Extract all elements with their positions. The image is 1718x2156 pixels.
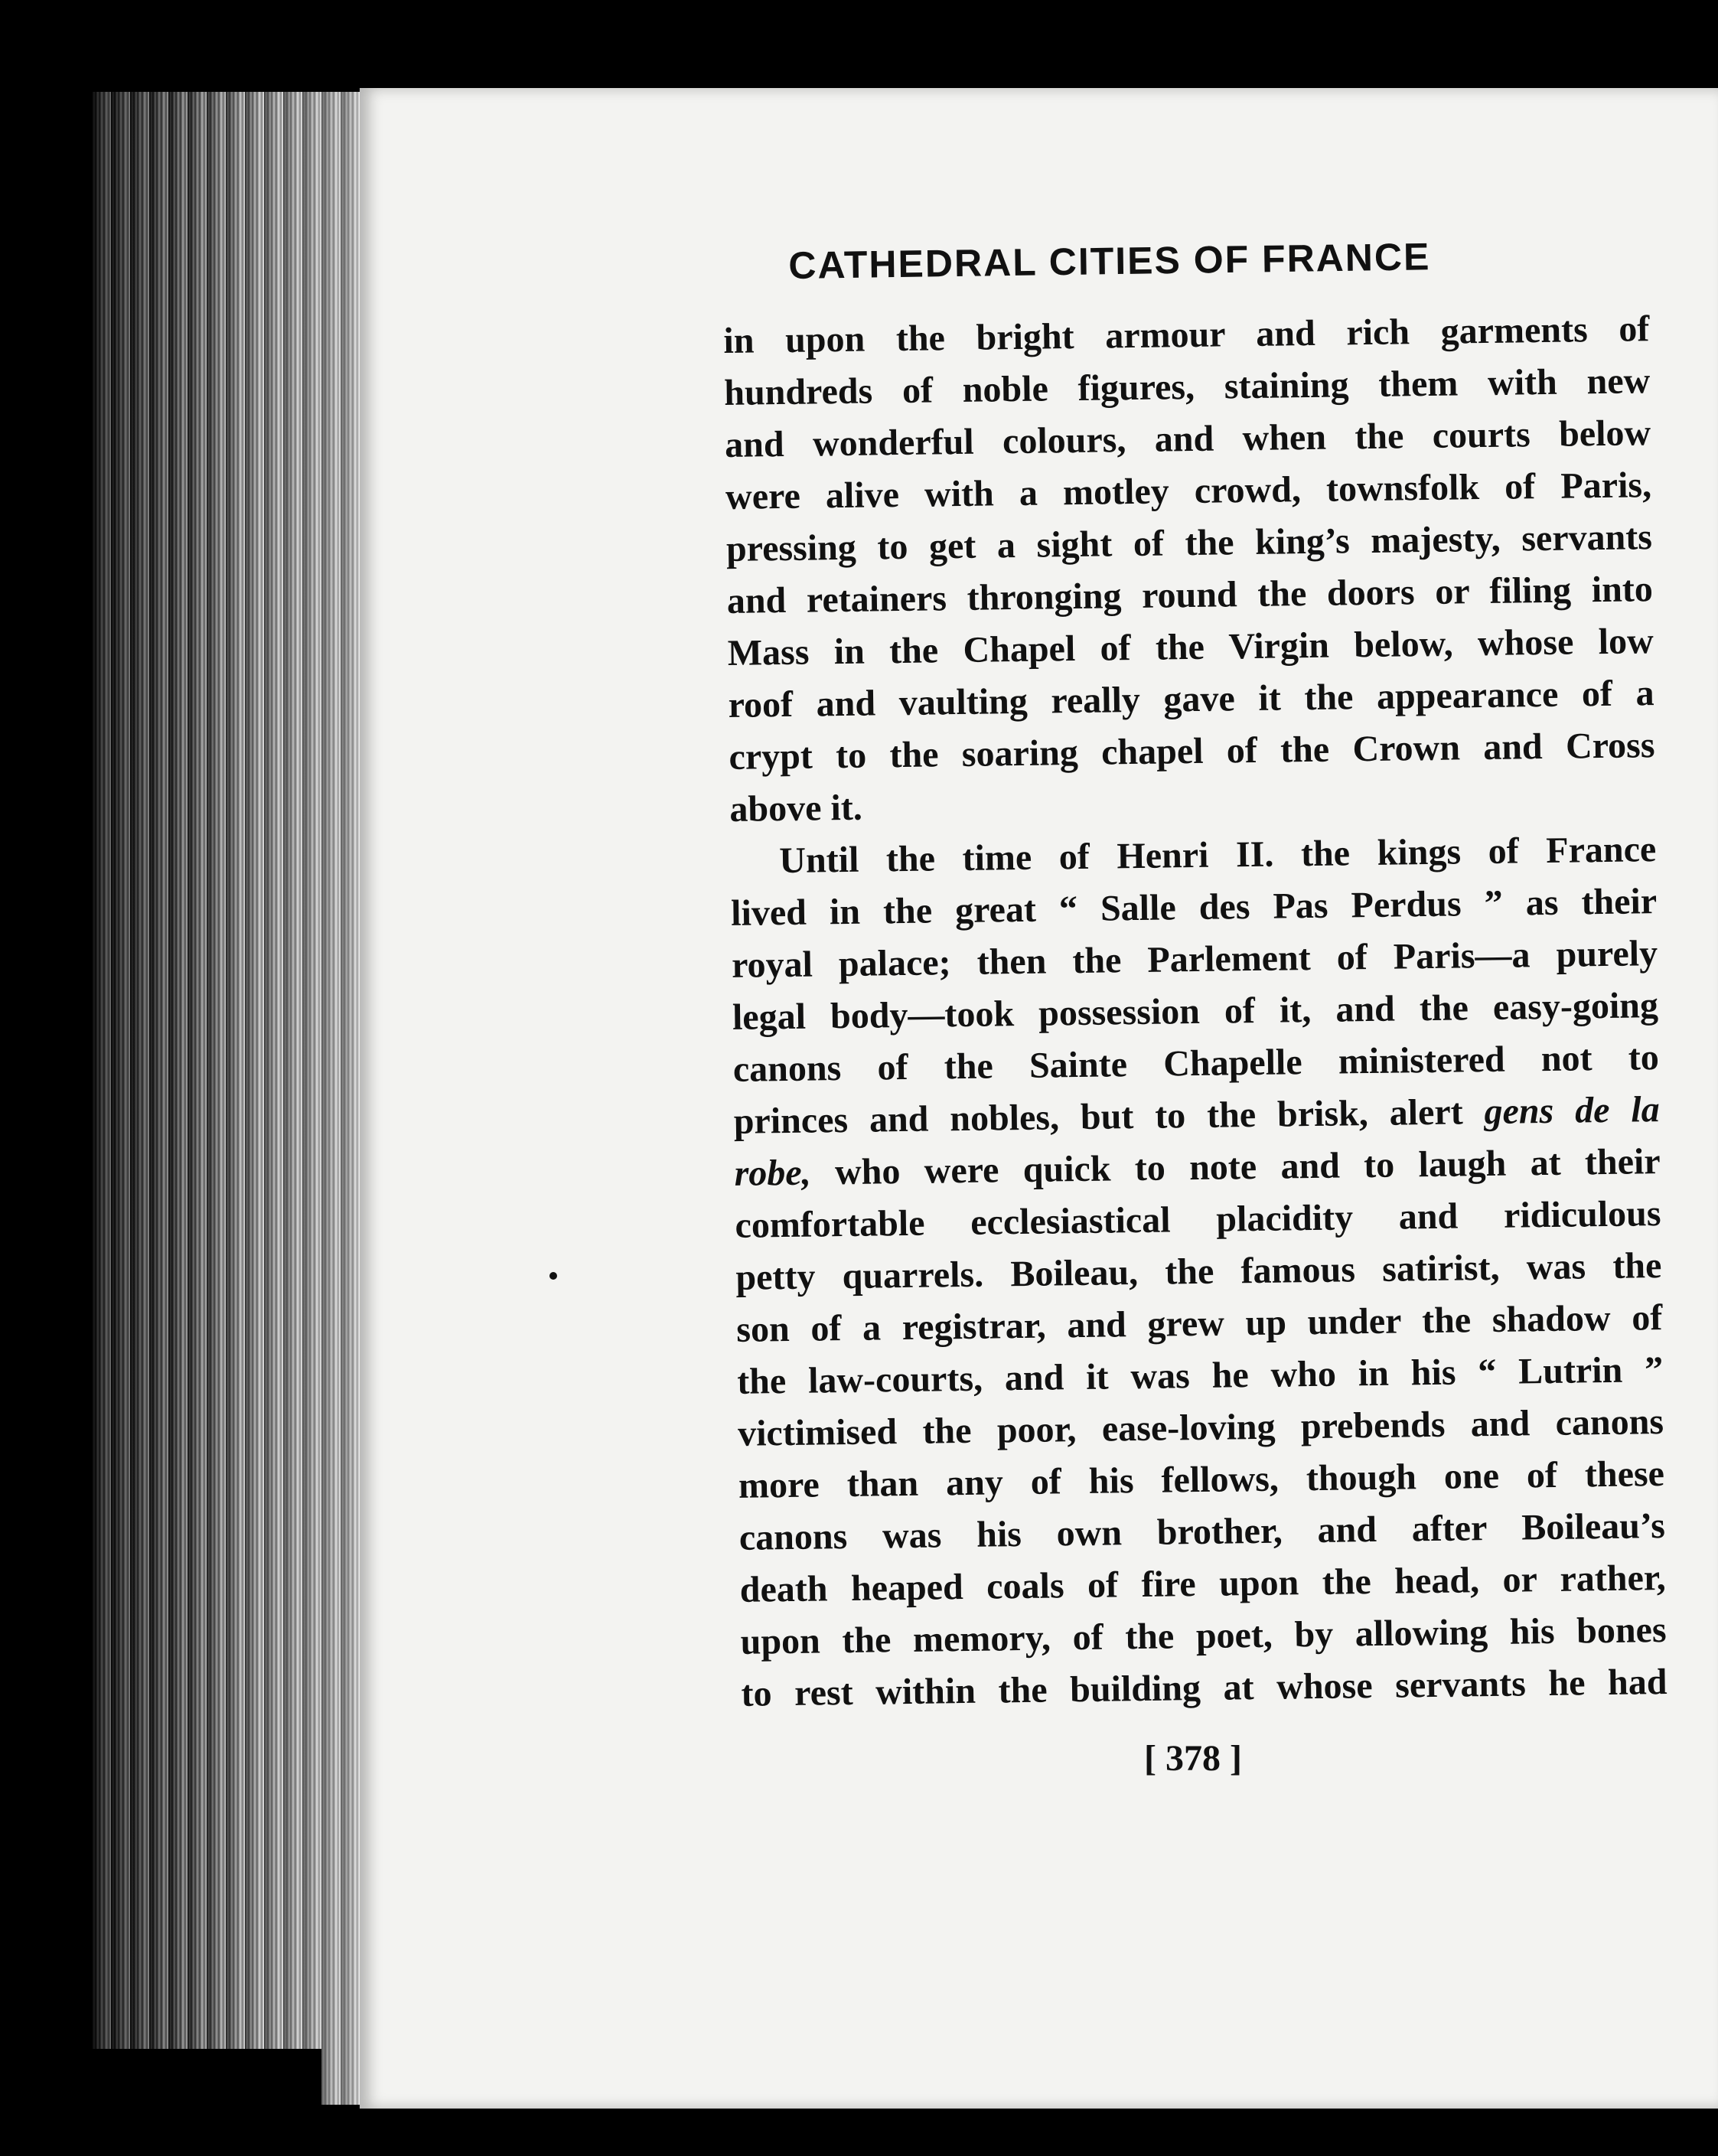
- text-line: the law-courts, and it was he who in his “ Lutrin ”: [736, 1349, 1664, 1402]
- text-line: to rest within the building at whose servants he had: [741, 1662, 1667, 1714]
- text-line: victimised the poor, ease-loving prebends and canons: [737, 1401, 1664, 1454]
- text-line: more than any of his fellows, though one of these: [738, 1453, 1665, 1506]
- text-line: crypt to the soaring chapel of the Crown and Cross: [729, 725, 1655, 778]
- scan-dark-corner: [0, 2049, 321, 2156]
- text-line: and wonderful colours, and when the courts below: [724, 413, 1651, 465]
- text-line: Mass in the Chapel of the Virgin below, whose low: [727, 621, 1654, 674]
- text-line: and retainers thronging round the doors or filing into: [726, 569, 1654, 621]
- text-line: canons was his own brother, and after Boileau’s: [738, 1505, 1666, 1558]
- body-text: [723, 303, 1667, 1721]
- text-line: legal body—took possession of it, and the easy-going: [732, 985, 1659, 1038]
- scan-speck: [549, 1272, 557, 1280]
- text-line: royal palace; then the Parlement of Paris—a purely: [731, 933, 1658, 986]
- text-line: above it.: [729, 787, 863, 830]
- text-line: upon the memory, of the poet, by allowing his bones: [740, 1610, 1667, 1662]
- text-line: pressing to get a sight of the king’s majesty, servants: [725, 517, 1653, 569]
- text-line: comfortable ecclesiastical placidity and ridiculous: [735, 1193, 1661, 1246]
- italic-phrase: gens de la: [1484, 1089, 1661, 1133]
- book-page-edges: [92, 92, 367, 2105]
- text-line: were alive with a motley crowd, townsfolk of Paris,: [725, 465, 1652, 517]
- text-line: Until the time of Henri II. the kings of France: [778, 829, 1657, 882]
- text-line: death heaped coals of fire upon the head, or rather,: [739, 1557, 1667, 1610]
- text-line: roof and vaulting really gave it the appearance of a: [728, 673, 1654, 726]
- italic-phrase: robe,: [734, 1152, 812, 1194]
- running-head: CATHEDRAL CITIES OF FRANCE: [788, 235, 1431, 287]
- page-number: [ 378 ]: [1144, 1738, 1242, 1779]
- text-segment: who were quick to note and to laugh at their: [810, 1141, 1661, 1193]
- text-line: son of a registrar, and grew up under the shadow of: [736, 1297, 1663, 1350]
- text-line: hundreds of noble figures, staining them with new: [723, 360, 1651, 413]
- text-segment: princes and nobles, but to the brisk, alert: [733, 1091, 1485, 1142]
- text-line: in upon the bright armour and rich garments of: [723, 308, 1650, 361]
- text-line: petty quarrels. Boileau, the famous satirist, was the: [735, 1245, 1662, 1298]
- text-line: lived in the great “ Salle des Pas Perdus ” as their: [730, 881, 1658, 934]
- text-line: canons of the Sainte Chapelle ministered not to: [732, 1037, 1660, 1090]
